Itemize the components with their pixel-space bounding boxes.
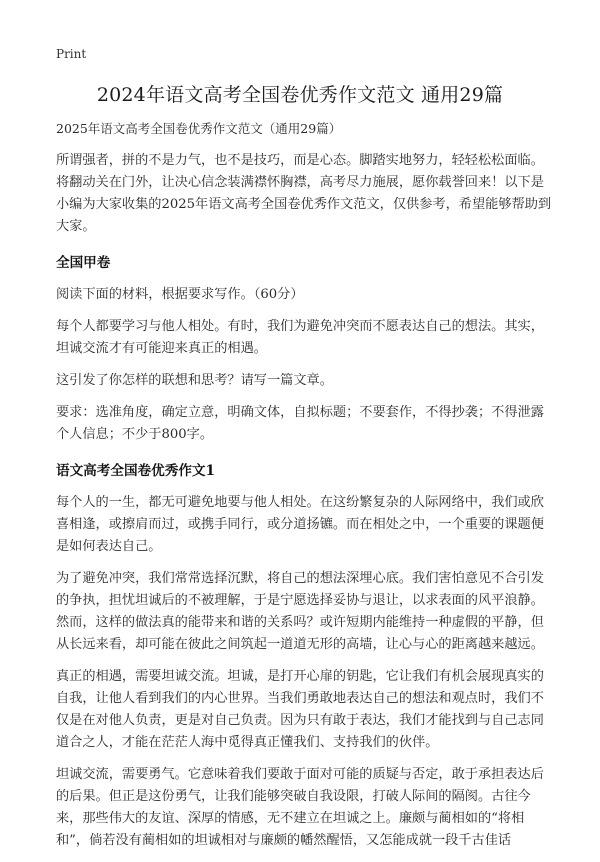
prompt-instruction: 阅读下面的材料，根据要求写作。（60分）: [56, 287, 304, 302]
essay-paragraph: 每个人的一生，都无可避免地要与他人相处。在这纷繁复杂的人际网络中，我们或欣喜相逢，或擦肩而过，或携手同行，或分道扬镳。而在相处之中，一个重要的课题便是如何表达自己。: [56, 495, 544, 554]
prompt-question: 这引发了你怎样的联想和思考？请写一篇文章。: [56, 373, 333, 388]
intro-paragraph: 所谓强者，拼的不是力气，也不是技巧，而是心态。脚踏实地努力，轻轻松松面临。将翻动关在门外，让决心信念装满襟怀胸襟，高考尽力施展，愿你载誉回来！以下是小编为大家收集的2025年语文高考全国卷优秀作文范文，仅供参考，希望能够帮助到大家。: [56, 153, 552, 234]
prompt-requirements: 要求：选准角度，确定立意，明确文体，自拟标题；不要套作，不得抄袭；不得泄露个人信息；不少于800字。: [56, 405, 544, 442]
section-heading-national-a: 全国甲卷: [56, 255, 111, 271]
article-body: [56, 118, 556, 862]
essay-paragraph: 真正的相遇，需要坦诚交流。坦诚，是打开心扉的钥匙，它让我们有机会展现真实的自我，让他人看到我们的内心世界。当我们勇敢地表达自己的想法和观点时，我们不仅是在对他人负责，更是对自己负责。因为只有敢于表达，我们才能找到与自己志同道合之人，才能在茫茫人海中觅得真正懂我们、支持我们的伙伴。: [56, 669, 544, 750]
print-label: Print: [56, 47, 87, 61]
prompt-material: 每个人都要学习与他人相处。有时，我们为避免冲突而不愿表达自己的想法。其实，坦诚交流才有可能迎来真正的相遇。: [56, 319, 544, 356]
page-title: 2024年语文高考全国卷优秀作文范文 通用29篇: [96, 84, 504, 106]
article-subtitle: 2025年语文高考全国卷优秀作文范文（通用29篇）: [56, 121, 342, 136]
section-heading-essay-1: 语文高考全国卷优秀作文1: [56, 463, 215, 479]
essay-paragraph: 坦诚交流，需要勇气。它意味着我们要敢于面对可能的质疑与否定，敢于承担表达后的后果。但正是这份勇气，让我们能够突破自我设限，打破人际间的隔阂。古往今来，那些伟大的友谊、深厚的情感，无不建立在坦诚之上。廉颇与蔺相如的“将相和”，倘若没有蔺相如的坦诚相对与廉颇的幡然醒悟，又怎能成就一段千古佳话: [56, 767, 544, 848]
essay-paragraph: 为了避免冲突，我们常常选择沉默，将自己的想法深埋心底。我们害怕意见不合引发的争执，担忧坦诚后的不被理解，于是宁愿选择妥协与退让，以求表面的风平浪静。然而，这样的做法真的能带来和谐的关系吗？或许短期内能维持一种虚假的平静，但从长远来看，却可能在彼此之间筑起一道道无形的高墙，让心与心的距离越来越远。: [56, 571, 544, 652]
